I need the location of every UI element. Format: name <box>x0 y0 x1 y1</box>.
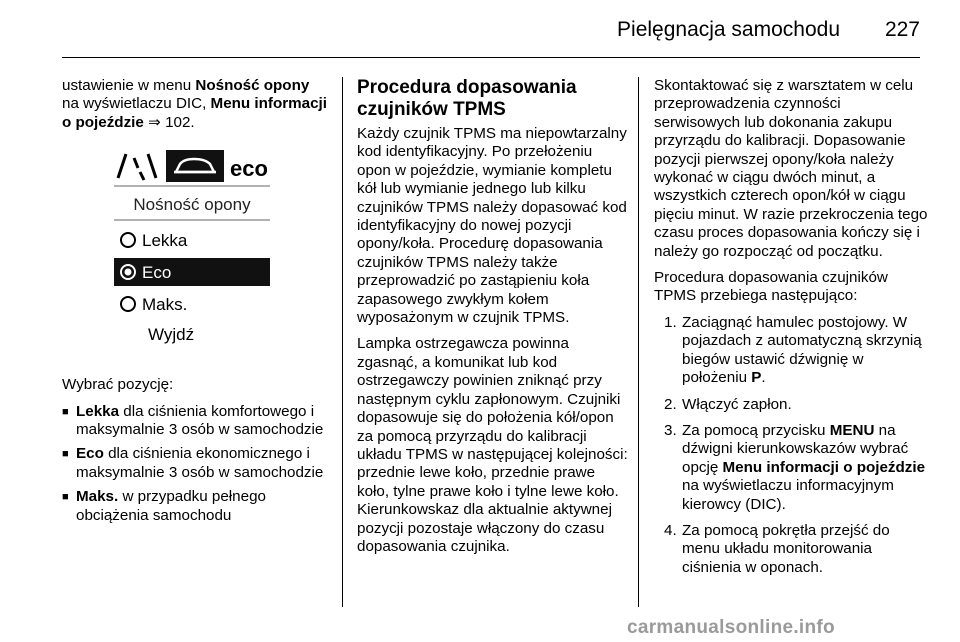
eco-mode-label: eco <box>230 156 268 182</box>
dic-display-figure <box>62 144 322 358</box>
bullet-icon: ■ <box>62 491 69 504</box>
intro-paragraph: ustawienie w menu Nośność opony na wyświetlaczu DIC, Menu informacji o pojeździe ⇒ 102. <box>62 77 327 131</box>
paragraph: Skontaktować się z warsztatem w celu przeprowadzenia czynności serwisowych lub dokonania zakupu przyrządu do kalibracji. Dopasowanie pozycji pierwszej opony/koła należy wykonać w ciągu dwóch minut, a wszystkich czterech opon/kół w ciągu pięciu minut. W razie przekroczenia tego czasu proces dopasowania kończy się i należy go rozpocząć od początku. <box>654 77 928 260</box>
menu-option: Maks. <box>142 295 188 315</box>
list-item: 2. Włączyć zapłon. <box>664 395 792 413</box>
menu-option-selected: Eco <box>142 263 172 283</box>
menu-title: Nośność opony <box>133 195 251 215</box>
select-prompt: Wybrać pozycję: <box>62 376 174 394</box>
page-header-title: Pielęgnacja samochodu <box>617 18 840 41</box>
page-reference-icon: ⇒ <box>148 113 161 131</box>
list-item: 4. Za pomocą pokrętła przejść do menu układu monitorowania ciśnienia w oponach. <box>664 521 890 576</box>
column-divider <box>638 77 639 607</box>
list-item: 1. Zaciągnąć hamulec postojowy. W pojazdach z automatyczną skrzynią biegów ustawić dźwignię w położeniu P. <box>664 313 922 387</box>
paragraph: Każdy czujnik TPMS ma niepowtarzalny kod identyfikacyjny. Po przełożeniu opon w pojeździe, wymianie kompletu kół lub wymianie jednego lub kilku czujników TPMS należy dopasować kod identyfikacyjny do nowej pozycji opony/koła. Procedurę dopasowania czujników TPMS należy także przeprowadzić po zastąpieniu koła zapasowego zwykłym kołem wyposażonym w czujnik TPMS. <box>357 125 627 327</box>
header-divider <box>62 57 920 58</box>
column-2 <box>357 77 629 564</box>
bullet-icon: ■ <box>62 405 69 418</box>
list-item: ■ Maks. w przypadku pełnego obciążenia samochodu <box>62 488 266 524</box>
menu-option: Lekka <box>142 231 188 251</box>
watermark: carmanualsonline.info <box>627 617 835 638</box>
menu-exit: Wyjdź <box>148 325 195 345</box>
bullet-icon: ■ <box>62 448 69 461</box>
list-item: ■ Eco dla ciśnienia ekonomicznego i maksymalnie 3 osób w samochodzie <box>62 445 324 481</box>
page-number: 227 <box>884 18 920 41</box>
section-heading: Procedura dopasowania czujników TPMS <box>357 77 577 120</box>
column-3 <box>654 77 930 585</box>
column-1 <box>62 77 330 531</box>
list-item: ■ Lekka dla ciśnienia komfortowego i maksymalnie 3 osób w samochodzie <box>62 402 324 439</box>
paragraph: Lampka ostrzegawcza powinna zgasnąć, a komunikat lub kod ostrzegawczy powinien zniknąć przy następnym cyklu zapłonowym. Czujniki dopasowuje się do położenia kół/opon za pomocą przyrządu do kalibracji układu TPMS w następującej kolejności: przednie lewe koło, przednie prawe koło, tylne prawe koło i tylne lewe koło. Kierunkowskaz dla aktualnie aktywnej pozycji pozostaje włączony do czasu dopasowania czujnika. <box>357 335 628 555</box>
vehicle-icon <box>166 150 224 182</box>
list-item: 3. Za pomocą przycisku MENU na dźwigni kierunkowskazów wybrać opcję Menu informacji o pojeździe na wyświetlaczu informacyjnym kierowcy (DIC). <box>664 421 926 513</box>
selected-option-highlight <box>114 258 270 286</box>
column-divider <box>342 77 343 607</box>
paragraph: Procedura dopasowania czujników TPMS przebiega następująco: <box>654 269 888 305</box>
